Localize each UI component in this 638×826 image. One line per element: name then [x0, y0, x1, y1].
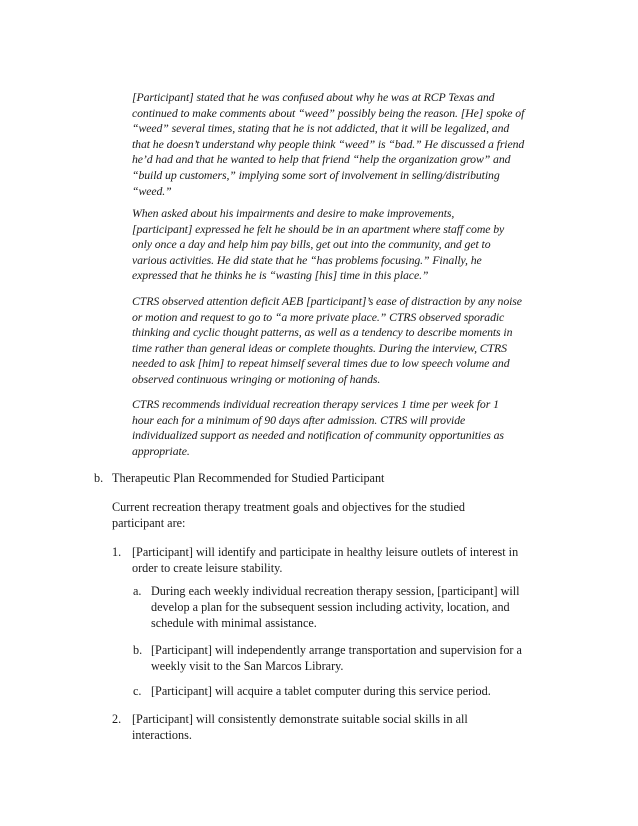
- intro-line: participant are:: [112, 516, 186, 530]
- objective-line: develop a plan for the subsequent session including activity, location, and: [151, 600, 510, 614]
- objective-letter: b.: [133, 643, 143, 657]
- quote-line: [Participant] stated that he was confused about why he was at RCP Texas and: [132, 90, 495, 104]
- assessment-quote-4: [132, 397, 572, 459]
- objective-letter: c.: [133, 684, 142, 698]
- quote-line: expressed that he thinks he is “wasting [his] time in this place.”: [132, 268, 429, 283]
- goal-line: [Participant] will identify and participate in healthy leisure outlets of interest in: [132, 545, 519, 559]
- quote-line: thinking and cyclic thought patterns, as well as a tendency to describe moments in: [132, 325, 513, 340]
- quote-line: [participant] expressed he felt he should be in an apartment where staff come by: [132, 221, 505, 236]
- quote-line: When asked about his impairments and desire to make improvements,: [132, 206, 455, 220]
- objective-line: weekly visit to the San Marcos Library.: [151, 659, 344, 673]
- goal-line: interactions.: [132, 728, 192, 742]
- goal-line: order to create leisure stability.: [132, 561, 283, 575]
- assessment-quote-3: [132, 294, 572, 388]
- quote-line: “build up customers,” implying some sort of involvement in selling/distributing: [132, 167, 500, 182]
- objective-letter: a.: [133, 584, 142, 598]
- quote-line: hour each for a minimum of 90 days after admission. CTRS will provide: [132, 412, 466, 427]
- intro-line: Current recreation therapy treatment goals and objectives for the studied: [112, 500, 465, 514]
- quote-line: various activities. He did state that he “has problems focusing.” Finally, he: [132, 252, 482, 267]
- section-marker: b.: [94, 471, 104, 485]
- assessment-quote-2: [132, 206, 572, 284]
- quote-line: “weed.”: [132, 183, 172, 198]
- section-intro: [112, 499, 572, 531]
- quote-line: needed to ask [him] to repeat himself several times due to low speech volume and: [132, 356, 510, 371]
- quote-line: CTRS recommends individual recreation therapy services 1 time per week for 1: [132, 397, 499, 411]
- quote-line: he’d had and that he wanted to help that friend “help the organization grow” and: [132, 152, 511, 167]
- objective-line: schedule with minimal assistance.: [151, 616, 317, 630]
- objective-line: [Participant] will independently arrange transportation and supervision for a: [151, 643, 522, 657]
- objective-line: During each weekly individual recreation therapy session, [participant] will: [151, 584, 520, 598]
- objective-line: [Participant] will acquire a tablet computer during this service period.: [151, 684, 491, 698]
- quote-line: that he doesn’t understand why people think “weed” is “bad.” He discussed a friend: [132, 136, 525, 151]
- quote-line: individualized support as needed and notification of community opportunities as: [132, 428, 504, 443]
- goal-number: 1.: [112, 545, 122, 559]
- goal-number: 2.: [112, 712, 122, 726]
- quote-line: appropriate.: [132, 443, 190, 458]
- section-title: Therapeutic Plan Recommended for Studied Participant: [112, 471, 385, 485]
- goal-line: [Participant] will consistently demonstrate suitable social skills in all: [132, 712, 468, 726]
- quote-line: time rather than general ideas or complete thoughts. During the interview, CTRS: [132, 340, 507, 355]
- quote-line: only once a day and help him pay bills, get out into the community, and get to: [132, 237, 491, 252]
- quote-line: “weed” several times, stating that he is not addicted, that it will be legalized, and: [132, 121, 510, 136]
- quote-line: or motion and request to go to “a more private place.” CTRS observed sporadic: [132, 309, 505, 324]
- quote-line: CTRS observed attention deficit AEB [participant]’s ease of distraction by any noise: [132, 294, 522, 308]
- quote-line: observed continuous wringing or motioning of hands.: [132, 371, 381, 386]
- assessment-quote-1: [132, 90, 572, 199]
- quote-line: continued to make comments about “weed” possibly being the reason. [He] spoke of: [132, 105, 525, 120]
- section-heading: [94, 470, 384, 486]
